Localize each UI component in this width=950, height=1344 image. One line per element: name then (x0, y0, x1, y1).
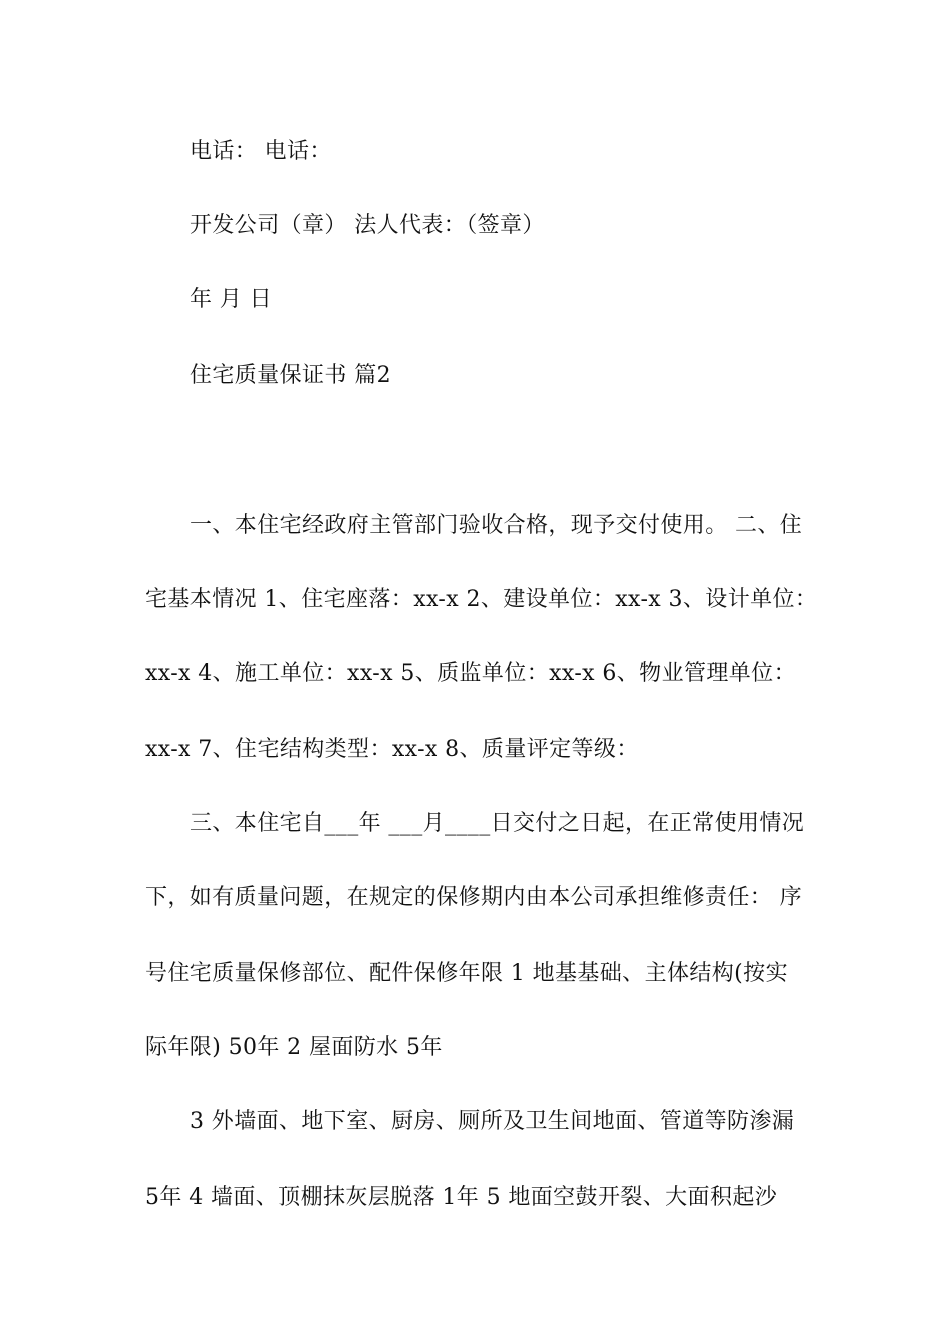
paragraph-line: xx-x 4、施工单位：xx-x 5、质监单位：xx-x 6、物业管理单位： (145, 661, 796, 686)
section-title: 住宅质量保证书 篇2 (190, 363, 391, 388)
paragraph-line: 一、本住宅经政府主管部门验收合格，现予交付使用。 二、住 (190, 513, 803, 538)
paragraph-line: 际年限) 50年 2 屋面防水 5年 (145, 1035, 443, 1060)
paragraph-line: 三、本住宅自___年 ___月____日交付之日起，在正常使用情况 (190, 811, 805, 836)
paragraph-line: 号住宅质量保修部位、配件保修年限 1 地基基础、主体结构(按实 (145, 961, 788, 986)
date-line: 年 月 日 (190, 287, 272, 312)
paragraph-line: 5年 4 墙面、顶棚抹灰层脱落 1年 5 地面空鼓开裂、大面积起沙 (145, 1185, 778, 1210)
paragraph-line: 3 外墙面、地下室、厨房、厕所及卫生间地面、管道等防渗漏 (190, 1109, 795, 1134)
paragraph-line: xx-x 7、住宅结构类型：xx-x 8、质量评定等级： (145, 737, 639, 762)
paragraph-line: 宅基本情况 1、住宅座落：xx-x 2、建设单位：xx-x 3、设计单位： (145, 587, 818, 612)
phone-line: 电话： 电话： (190, 139, 332, 164)
paragraph-line: 下，如有质量问题，在规定的保修期内由本公司承担维修责任： 序 (145, 885, 802, 910)
signature-line: 开发公司（章） 法人代表：（签章） (190, 213, 545, 238)
